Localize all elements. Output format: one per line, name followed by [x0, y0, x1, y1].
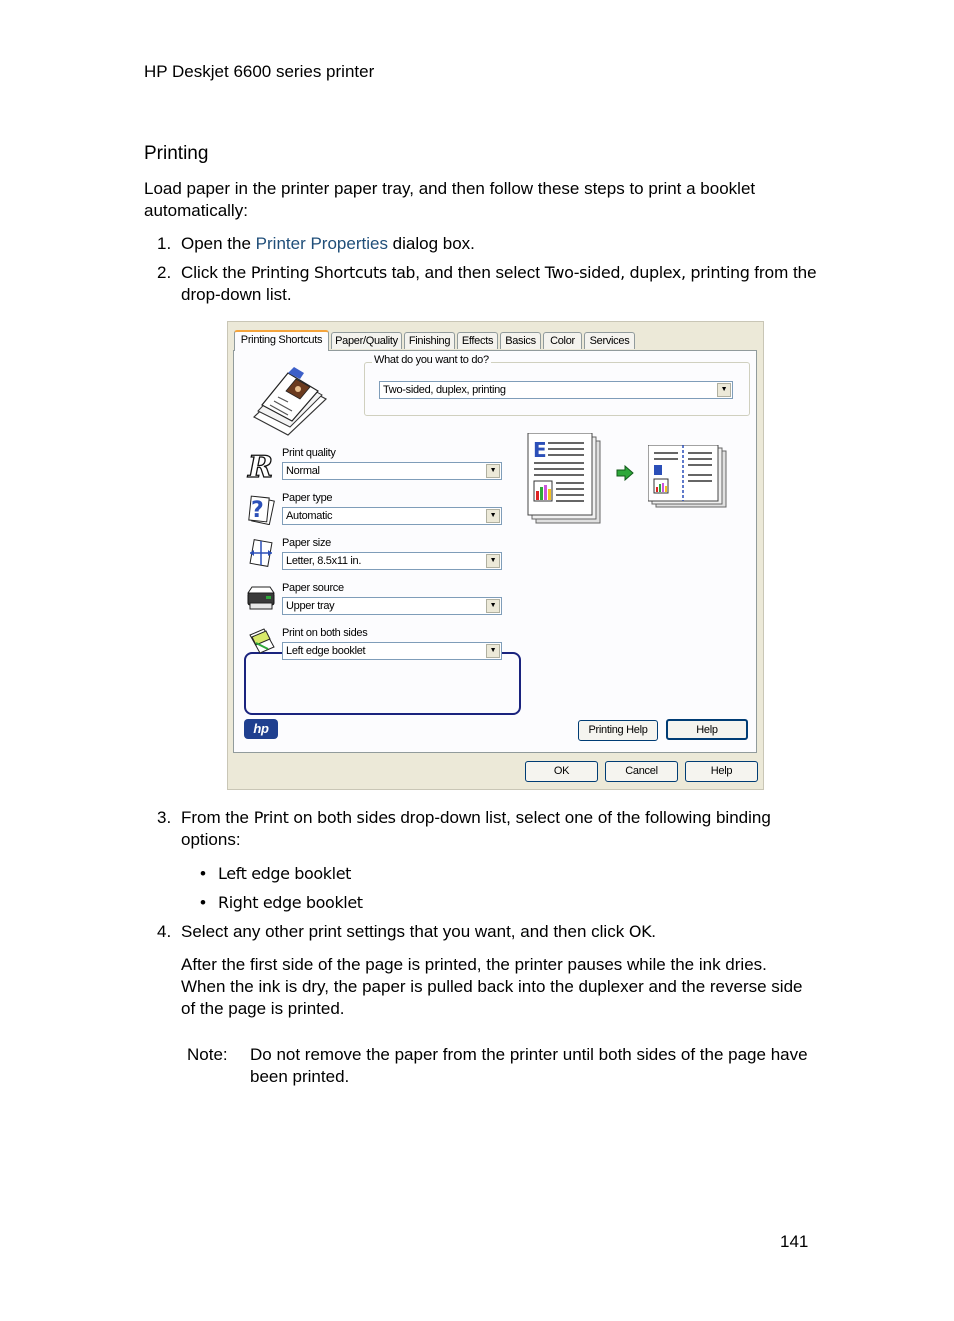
field-label: Paper size	[282, 537, 331, 549]
bullet-symbol: •	[200, 864, 206, 883]
running-head: HP Deskjet 6600 series printer	[144, 62, 375, 81]
intro-paragraph: Load paper in the printer paper tray, and then follow these steps to print a booklet automatically:	[144, 179, 756, 220]
field-label: Paper source	[282, 582, 344, 594]
printer-properties-link[interactable]: Printer Properties	[255, 234, 388, 253]
task-dropdown[interactable]	[379, 381, 733, 399]
step-number: 2.	[157, 263, 172, 282]
chevron-down-icon[interactable]: ▼	[486, 554, 500, 568]
field-label: Print quality	[282, 447, 336, 459]
chevron-down-icon[interactable]: ▼	[717, 383, 731, 397]
field-label: Paper type	[282, 492, 333, 504]
print-on-both-sides-dropdown[interactable]	[282, 642, 502, 660]
step-text: From the	[181, 808, 254, 827]
paper-source-dropdown[interactable]	[282, 597, 502, 615]
printer-properties-dialog	[227, 321, 764, 790]
tab-basics[interactable]: Basics	[500, 332, 541, 349]
tab-services[interactable]: Services	[584, 332, 635, 349]
tab-color[interactable]: Color	[543, 332, 582, 349]
task-label: What do you want to do?	[374, 354, 489, 366]
after-paragraph: After the first side of the page is printed, the printer pauses while the ink dries. When the ink is dry, the paper is pulled back into the duplexer and the reverse side of the page is printed.	[181, 955, 803, 1018]
ui-term: Print on both sides	[253, 808, 396, 827]
print-quality-dropdown[interactable]	[282, 462, 502, 480]
dropdown-value: Letter, 8.5x11 in.	[286, 555, 362, 567]
step-number: 1.	[157, 234, 172, 253]
step-text: Click the	[181, 263, 251, 282]
tab-panel	[233, 350, 757, 753]
printing-shortcuts-icon	[248, 365, 328, 437]
chevron-down-icon[interactable]: ▼	[486, 599, 500, 613]
page-number: 141	[780, 1232, 809, 1251]
dropdown-value: Automatic	[286, 510, 333, 522]
chevron-down-icon[interactable]: ▼	[486, 509, 500, 523]
svg-text:E: E	[533, 438, 547, 462]
help-button[interactable]: Help	[685, 761, 758, 782]
ui-term: Printing Shortcuts	[250, 263, 387, 282]
help-inner-button[interactable]: Help	[666, 719, 748, 740]
print-quality-icon	[246, 449, 276, 481]
step-text: Select any other print settings that you want, and then click	[181, 922, 629, 941]
chevron-down-icon[interactable]: ▼	[486, 464, 500, 478]
chevron-down-icon[interactable]: ▼	[486, 644, 500, 658]
ok-button[interactable]: OK	[525, 761, 598, 782]
task-dropdown-value: Two-sided, duplex, printing	[383, 384, 506, 396]
bullet-text: Right edge booklet	[218, 893, 363, 912]
note-label: Note:	[187, 1045, 228, 1064]
booklet-preview	[648, 445, 730, 511]
print-both-sides-icon	[246, 627, 278, 657]
dropdown-value: Upper tray	[286, 600, 335, 612]
svg-text:?: ?	[251, 498, 264, 523]
paper-type-dropdown[interactable]	[282, 507, 502, 525]
original-document-preview	[526, 433, 606, 527]
step-number: 4.	[157, 922, 172, 941]
paper-size-icon	[246, 537, 276, 569]
tab-printing-shortcuts[interactable]: Printing Shortcuts	[234, 330, 329, 351]
step-text: dialog box.	[387, 234, 475, 253]
printing-help-button[interactable]: Printing Help	[578, 720, 658, 741]
hp-logo: hp	[244, 719, 278, 739]
cancel-button[interactable]: Cancel	[605, 761, 678, 782]
step-text: tab, and then select	[386, 263, 545, 282]
section-title: Printing	[144, 143, 209, 164]
step-text: Open the	[181, 234, 256, 253]
bullet-symbol: •	[200, 893, 206, 912]
bullet-text: Left edge booklet	[218, 864, 352, 883]
step-number: 3.	[157, 808, 172, 827]
tab-effects[interactable]: Effects	[457, 332, 498, 349]
dropdown-value: Normal	[286, 465, 320, 477]
tab-finishing[interactable]: Finishing	[404, 332, 455, 349]
paper-source-icon	[244, 583, 278, 613]
ui-term: OK	[628, 922, 652, 941]
paper-type-icon	[246, 493, 276, 525]
step-text: .	[651, 922, 656, 941]
svg-text:R: R	[248, 450, 273, 481]
arrow-right-icon	[616, 465, 634, 481]
ui-term: Two-sided, duplex, printing	[544, 263, 750, 282]
field-label: Print on both sides	[282, 627, 368, 639]
note-text: Do not remove the paper from the printer until both sides of the page have been printed.	[250, 1045, 808, 1086]
paper-size-dropdown[interactable]	[282, 552, 502, 570]
dropdown-value: Left edge booklet	[286, 645, 366, 657]
step-text: from the drop-down list.	[181, 263, 817, 304]
step-text: drop-down list, select one of the following binding options:	[181, 808, 771, 849]
print-both-sides-highlight	[244, 652, 521, 715]
tab-paper-quality[interactable]: Paper/Quality	[331, 332, 402, 349]
